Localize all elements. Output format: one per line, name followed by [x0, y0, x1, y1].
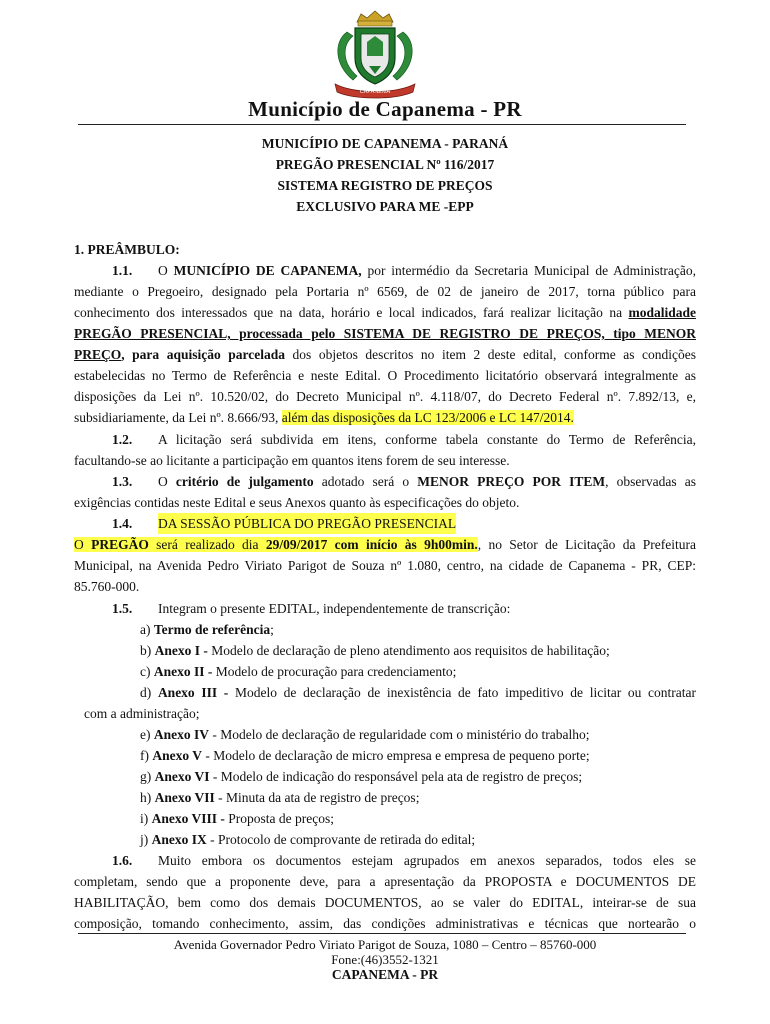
- paragraph-number-1-5: 1.5.: [112, 601, 133, 616]
- footer-address: Avenida Governador Pedro Viriato Parigot de Souza, 1080 – Centro – 85760-000: [173, 937, 597, 952]
- paragraph-1-1-line-8: subsidiariamente, da Lei nº. 8.666/93, além das disposições da LC 123/2006 e LC 147/2014.: [74, 410, 574, 425]
- list-item: j) Anexo IX - Protocolo de comprovante de retirada do edital;: [140, 832, 476, 847]
- paragraph-1-4-line-3: 85.760-000.: [74, 579, 140, 594]
- list-item: h) Anexo VII - Minuta da ata de registro de preços;: [140, 790, 420, 805]
- list-item: b) Anexo I - Modelo de declaração de pleno atendimento aos requisitos de habilitação;: [140, 643, 610, 658]
- list-item: e) Anexo IV - Modelo de declaração de regularidade com o ministério do trabalho;: [140, 727, 590, 742]
- section-1-title: 1. PREÂMBULO:: [74, 242, 180, 257]
- section-1-4-title: DA SESSÃO PÚBLICA DO PREGÃO PRESENCIAL: [158, 513, 456, 534]
- heading-registro-precos: SISTEMA REGISTRO DE PREÇOS: [277, 178, 493, 193]
- footer-city: CAPANEMA - PR: [331, 967, 439, 982]
- list-item-continuation: com a administração;: [84, 706, 200, 721]
- paragraph-1-1-line-2: mediante o Pregoeiro, designado pela Portaria nº 6569, de 02 de janeiro de 2017, torna público para: [74, 284, 696, 299]
- paragraph-1-1-line-3: conhecimento dos interessados que na data, horário e local indicados, fará realizar licitação na modalidade: [74, 305, 696, 320]
- heading-pregao: PREGÃO PRESENCIAL Nº 116/2017: [275, 157, 495, 172]
- footer-divider: [78, 933, 686, 934]
- paragraph-number-1-6: 1.6.: [112, 853, 133, 868]
- paragraph-1-5-intro: Integram o presente EDITAL, independentemente de transcrição:: [158, 601, 511, 616]
- municipality-title: Município de Capanema - PR: [248, 97, 522, 121]
- paragraph-1-6-line-1: Muito embora os documentos estejam agrupados em anexos separados, todos eles se: [158, 853, 696, 868]
- list-item: f) Anexo V - Modelo de declaração de micro empresa e empresa de pequeno porte;: [140, 748, 590, 763]
- paragraph-1-4-line-2: Municipal, na Avenida Pedro Viriato Parigot de Souza nº 1.080, centro, na cidade de Capanema - PR, CEP:: [74, 558, 696, 573]
- paragraph-1-1-line-5: PREÇO, para aquisição parcelada dos objetos descritos no item 2 deste edital, conforme as condições: [74, 347, 696, 362]
- paragraph-1-3-line-2: exigências contidas neste Edital e seus Anexos quanto às especificações do objeto.: [74, 495, 520, 510]
- paragraph-1-2-line-2: facultando-se ao licitante a participação em quantos itens forem de seu interesse.: [74, 453, 510, 468]
- paragraph-1-1-line-7: disposições da Lei nº. 10.520/02, do Decreto Municipal nº. 4.118/07, do Decreto Federal nº. 7.892/13, e,: [74, 389, 696, 404]
- header-divider: [78, 124, 686, 125]
- list-item: c) Anexo II - Modelo de procuração para credenciamento;: [140, 664, 457, 679]
- paragraph-number-1-3: 1.3.: [112, 474, 133, 489]
- paragraph-number-1-2: 1.2.: [112, 432, 133, 447]
- municipal-coat-of-arms-icon: [325, 8, 425, 100]
- paragraph-number-1-1: 1.1.: [112, 263, 133, 278]
- paragraph-1-3-line-1: O critério de julgamento adotado será o MENOR PREÇO POR ITEM, observadas as: [158, 474, 696, 489]
- list-item: a) Termo de referência;: [140, 622, 274, 637]
- list-item: g) Anexo VI - Modelo de indicação do responsável pela ata de registro de preços;: [140, 769, 583, 784]
- paragraph-1-1-line-1: O MUNICÍPIO DE CAPANEMA, por intermédio da Secretaria Municipal de Administração,: [158, 263, 696, 278]
- paragraph-1-6-line-4: composição, tomando conhecimento, assim, das condições administrativas e técnicas que nortearão o: [74, 916, 696, 931]
- footer-phone: Fone:(46)3552-1321: [331, 952, 439, 967]
- seal-ribbon-text: CAPANEMA: [359, 89, 391, 95]
- paragraph-1-2-line-1: A licitação será subdivida em itens, conforme tabela constante do Termo de Referência,: [158, 432, 696, 447]
- highlight-lc-disposicoes: além das disposições da LC 123/2006 e LC 147/2014.: [281, 410, 574, 425]
- heading-municipality: MUNICÍPIO DE CAPANEMA - PARANÁ: [261, 136, 509, 151]
- paragraph-1-4-line-1: O PREGÃO será realizado dia 29/09/2017 com início às 9h00min., no Setor de Licitação da Prefeitura: [74, 537, 696, 552]
- paragraph-1-1-line-4: PREGÃO PRESENCIAL, processada pelo SISTEMA DE REGISTRO DE PREÇOS, tipo MENOR: [74, 326, 696, 341]
- paragraph-1-6-line-3: HABILITAÇÃO, bem como dos demais DOCUMENTOS, ao se valer do EDITAL, inteirar-se de sua: [74, 895, 696, 910]
- list-item: d) Anexo III - Modelo de declaração de inexistência de fato impeditivo de licitar ou contratar: [140, 685, 696, 700]
- paragraph-1-1-line-6: estabelecidas no Termo de Referência e neste Edital. O Procedimento licitatório observará integralmente as: [74, 368, 696, 383]
- paragraph-number-1-4: 1.4.: [112, 516, 133, 531]
- heading-exclusivo: EXCLUSIVO PARA ME -EPP: [296, 199, 474, 214]
- paragraph-1-6-line-2: completam, sendo que a proponente deve, para a apresentação da PROPOSTA e DOCUMENTOS DE: [74, 874, 696, 889]
- list-item: i) Anexo VIII - Proposta de preços;: [140, 811, 334, 826]
